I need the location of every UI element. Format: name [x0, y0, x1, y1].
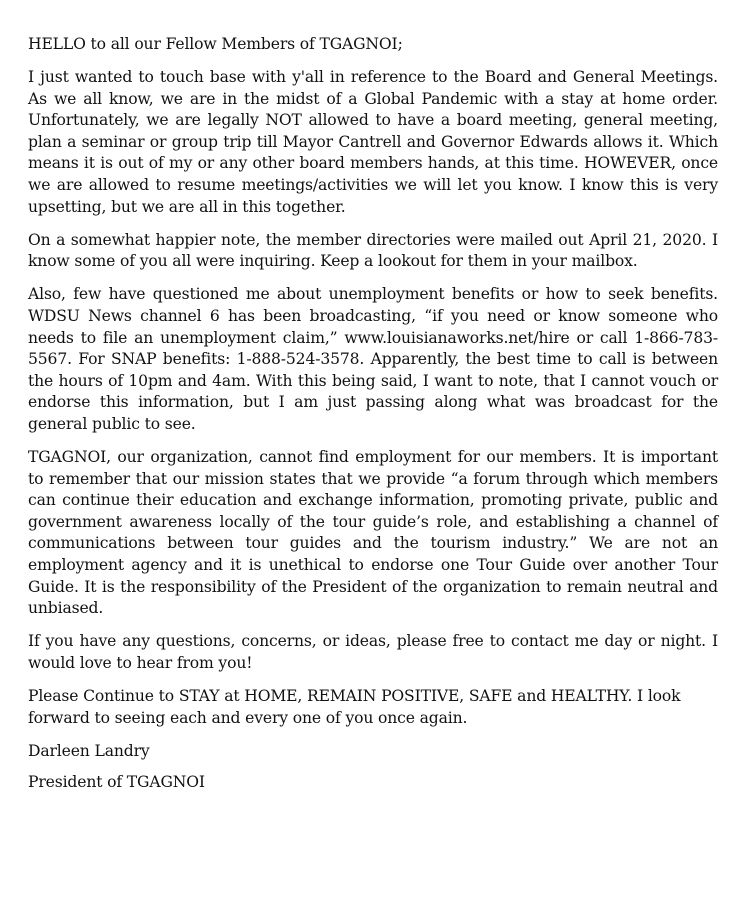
signature-title: President of TGAGNOI [28, 773, 205, 792]
letter-body [28, 34, 718, 804]
letter-greeting: HELLO to all our Fellow Members of TGAGNOI; [28, 35, 403, 53]
signature-name: Darleen Landry [28, 741, 150, 760]
paragraph-contact: If you have any questions, concerns, or ideas, please free to contact me day or night. I would love to hear from you! [28, 632, 718, 672]
paragraph-unemployment: Also, few have questioned me about unemployment benefits or how to seek benefits. WDSU News channel 6 has been broadcasting, “if you need or know someone who needs to file an unemployment claim,” www.louisianaworks.net/hire or call 1-866-783-5567. For SNAP benefits: 1-888-524-3578. Apparently, the best time to call is between the hours of 10pm and 4am. With this being said, I want to note, that I cannot vouch or endorse this information, but I am just passing along what was broadcast for the general public to see. [28, 285, 718, 433]
paragraph-closing: Please Continue to STAY at HOME, REMAIN POSITIVE, SAFE and HEALTHY. I look forward to seeing each and every one of you once again. [28, 687, 681, 727]
paragraph-mission: TGAGNOI, our organization, cannot find employment for our members. It is important to remember that our mission states that we provide “a forum through which members can continue their education and exchange information, promoting private, public and government awareness locally of the tour guide’s role, and establishing a channel of communications between tour guides and the tourism industry.” We are not an employment agency and it is unethical to endorse one Tour Guide over another Tour Guide. It is the responsibility of the President of the organization to remain neutral and unbiased. [28, 448, 718, 618]
paragraph-meetings: I just wanted to touch base with y'all in reference to the Board and General Meetings. As we all know, we are in the midst of a Global Pandemic with a stay at home order. Unfortunately, we are legally NOT allowed to have a board meeting, general meeting, plan a seminar or group trip till Mayor Cantrell and Governor Edwards allows it. Which means it is out of my or any other board members hands, at this time. HOWEVER, once we are allowed to resume meetings/activities we will let you know. I know this is very upsetting, but we are all in this together. [28, 68, 718, 216]
paragraph-directories: On a somewhat happier note, the member directories were mailed out April 21, 2020. I know some of you all were inquiring. Keep a lookout for them in your mailbox. [28, 230, 718, 271]
